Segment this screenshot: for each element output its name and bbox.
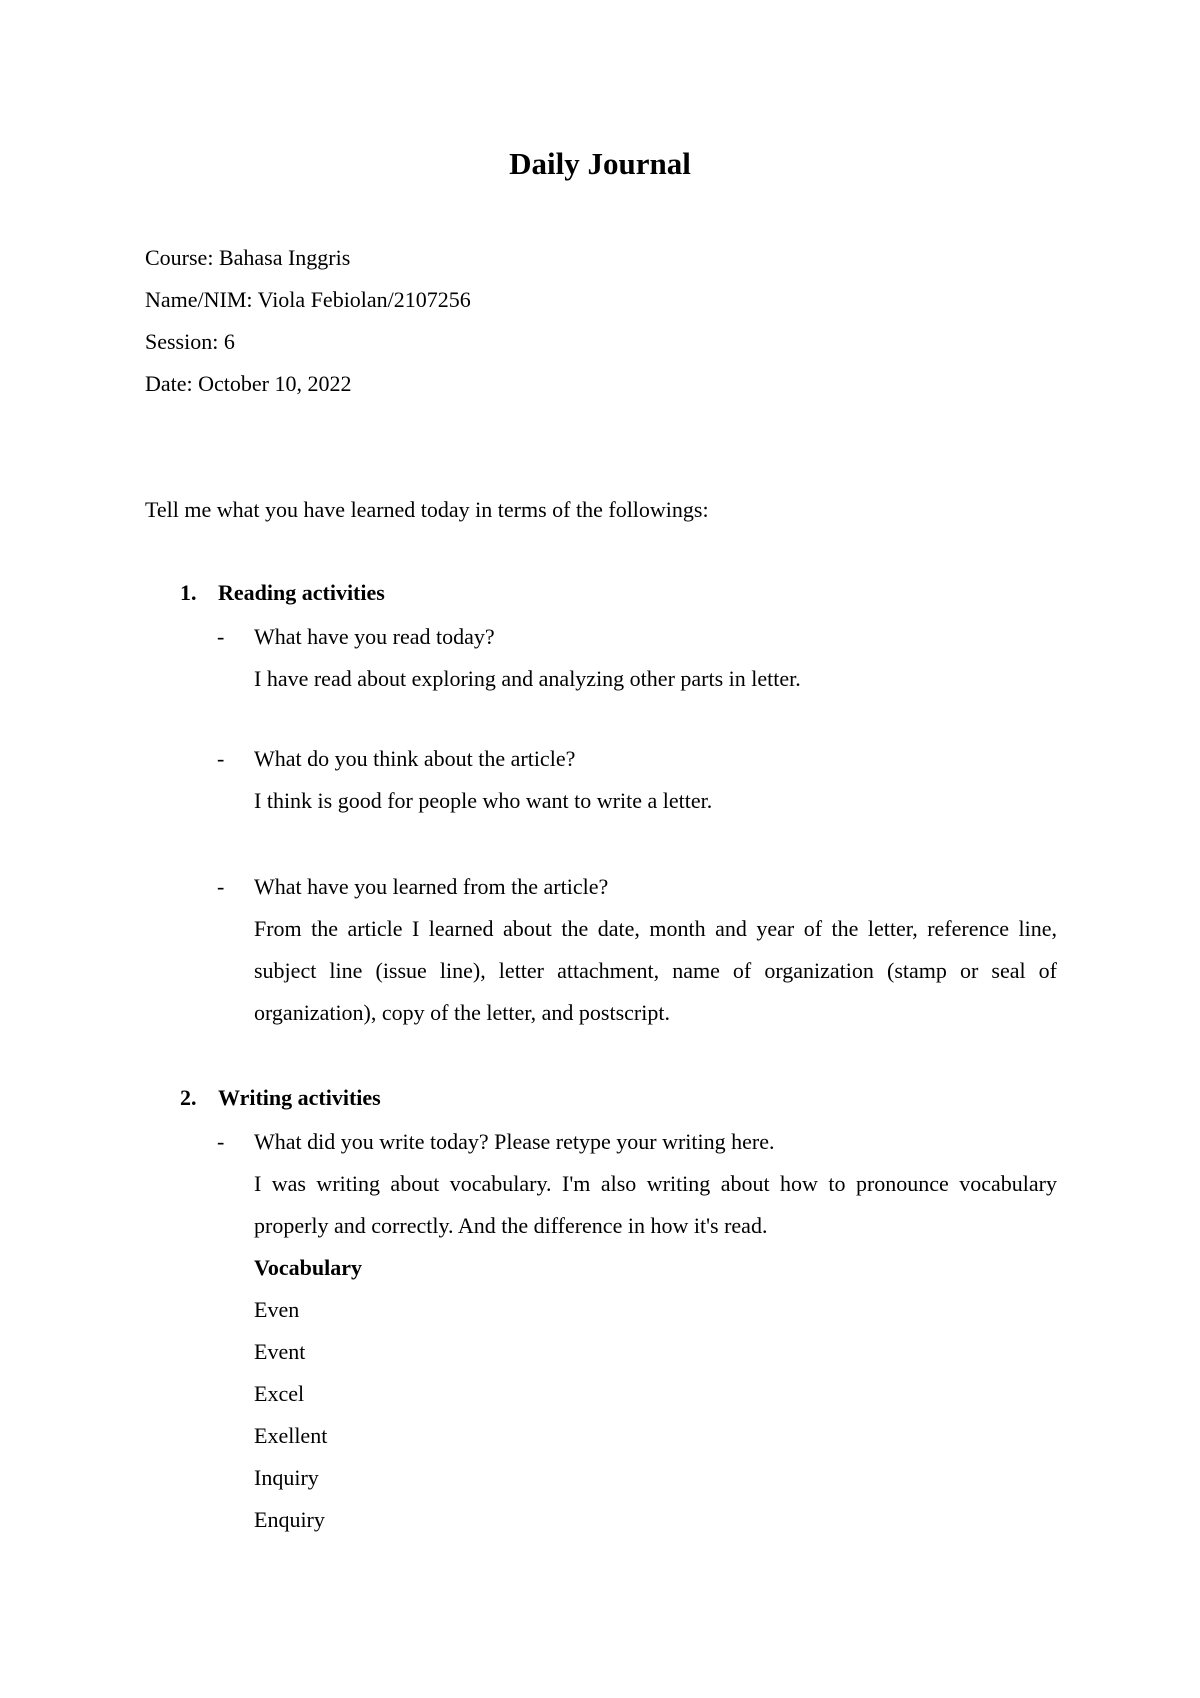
vocabulary-word: Even	[254, 1297, 300, 1322]
answer-text: I was writing about vocabulary. I'm also writing about how to pronounce vocabulary properly and correctly. And the difference in how it's read.	[254, 1171, 1057, 1238]
vocabulary-word: Event	[254, 1339, 306, 1364]
section-number: 2.	[180, 1085, 197, 1110]
journal-meta	[145, 240, 471, 408]
question-text: What have you read today?	[254, 624, 495, 649]
date-line: Date: October 10, 2022	[145, 371, 352, 396]
section-title: Writing activities	[218, 1085, 381, 1110]
vocabulary-heading: Vocabulary	[254, 1255, 362, 1280]
name-nim-line: Name/NIM: Viola Febiolan/2107256	[145, 287, 471, 312]
answer-text: From the article I learned about the date, month and year of the letter, reference line, subject line (issue line), letter attachment, name of organization (stamp or seal of organization), copy of the letter, and postscript.	[254, 916, 1057, 1025]
section-writing-heading	[180, 1080, 381, 1116]
session-line: Session: 6	[145, 329, 235, 354]
bullet-dash: -	[217, 874, 225, 899]
reading-item-2	[254, 738, 1057, 822]
section-reading-heading	[180, 575, 385, 611]
reading-item-1	[254, 616, 1057, 700]
question-text: What have you learned from the article?	[254, 874, 609, 899]
vocabulary-word: Inquiry	[254, 1465, 319, 1490]
section-title: Reading activities	[218, 580, 385, 605]
reading-item-3	[254, 866, 1057, 1034]
vocabulary-word: Exellent	[254, 1423, 328, 1448]
course-line: Course: Bahasa Inggris	[145, 245, 351, 270]
question-text: What do you think about the article?	[254, 746, 576, 771]
bullet-dash: -	[217, 624, 225, 649]
question-text: What did you write today? Please retype your writing here.	[254, 1129, 775, 1154]
journal-prompt: Tell me what you have learned today in terms of the followings:	[145, 497, 709, 522]
writing-item-1	[254, 1121, 1057, 1247]
bullet-dash: -	[217, 746, 225, 771]
document-title: Daily Journal	[509, 146, 691, 181]
answer-text: I think is good for people who want to write a letter.	[254, 788, 713, 813]
vocabulary-word: Enquiry	[254, 1507, 325, 1532]
answer-text: I have read about exploring and analyzing other parts in letter.	[254, 666, 801, 691]
vocabulary-list	[254, 1247, 1057, 1541]
bullet-dash: -	[217, 1129, 225, 1154]
section-number: 1.	[180, 580, 197, 605]
vocabulary-word: Excel	[254, 1381, 305, 1406]
